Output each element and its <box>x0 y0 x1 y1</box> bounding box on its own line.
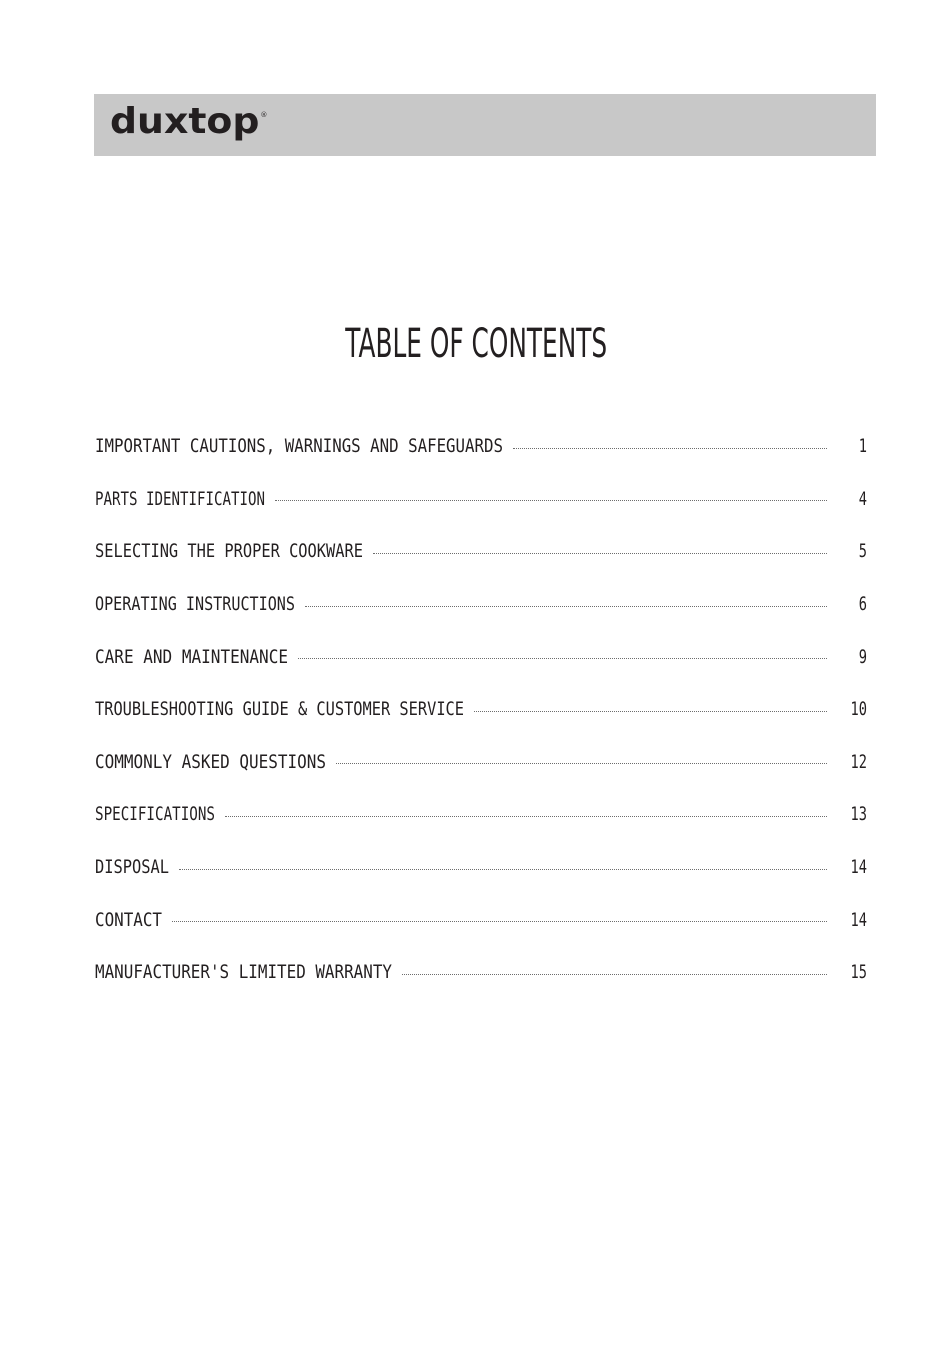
toc-leader-dots <box>336 763 827 764</box>
toc-entry-label: DISPOSAL <box>95 856 169 879</box>
toc-entry-page: 13 <box>850 803 867 826</box>
page-title <box>0 318 952 370</box>
toc-entry-label: SPECIFICATIONS <box>95 803 215 826</box>
toc-leader-dots <box>474 711 827 712</box>
toc-entry-page: 14 <box>850 856 867 879</box>
toc-entry-label: CARE AND MAINTENANCE <box>95 645 288 668</box>
toc-entry[interactable] <box>95 946 867 999</box>
duxtop-logo <box>110 100 267 148</box>
toc-leader-dots <box>298 658 827 659</box>
toc-entry[interactable] <box>95 736 867 789</box>
table-of-contents <box>95 420 867 999</box>
toc-entry[interactable] <box>95 841 867 894</box>
toc-entry[interactable] <box>95 788 867 841</box>
toc-entry-page: 10 <box>850 698 867 721</box>
logo-wordmark: duxtop <box>110 101 260 142</box>
toc-entry-label: MANUFACTURER'S LIMITED WARRANTY <box>95 961 392 984</box>
header-bar <box>94 94 876 156</box>
toc-leader-dots <box>179 869 827 870</box>
toc-entry-label: TROUBLESHOOTING GUIDE & CUSTOMER SERVICE <box>95 698 464 721</box>
toc-entry[interactable] <box>95 525 867 578</box>
toc-entry-label: PARTS IDENTIFICATION <box>95 487 265 510</box>
toc-leader-dots <box>513 448 827 449</box>
toc-entry-page: 12 <box>850 750 867 773</box>
toc-entry-page: 15 <box>850 961 867 984</box>
toc-leader-dots <box>225 816 827 817</box>
toc-entry-page: 14 <box>850 908 867 931</box>
page-title-text: TABLE OF CONTENTS <box>345 321 607 367</box>
toc-entry-label: CONTACT <box>95 908 162 931</box>
toc-entry[interactable] <box>95 893 867 946</box>
toc-entry-label: OPERATING INSTRUCTIONS <box>95 593 295 616</box>
toc-entry-label: SELECTING THE PROPER COOKWARE <box>95 540 363 563</box>
toc-entry-label: IMPORTANT CAUTIONS, WARNINGS AND SAFEGUARDS <box>95 435 503 458</box>
toc-entry-page: 6 <box>858 593 867 616</box>
toc-leader-dots <box>373 553 827 554</box>
toc-entry[interactable] <box>95 578 867 631</box>
toc-entry[interactable] <box>95 420 867 473</box>
toc-entry-page: 9 <box>858 645 867 668</box>
toc-leader-dots <box>402 974 827 975</box>
toc-entry-label: COMMONLY ASKED QUESTIONS <box>95 750 326 773</box>
toc-entry-page: 4 <box>858 487 867 510</box>
toc-entry[interactable] <box>95 683 867 736</box>
toc-entry[interactable] <box>95 473 867 526</box>
toc-leader-dots <box>305 606 827 607</box>
registered-trademark-mark: ® <box>260 111 268 119</box>
toc-entry-page: 5 <box>858 540 867 563</box>
toc-entry[interactable] <box>95 630 867 683</box>
toc-leader-dots <box>275 500 827 501</box>
toc-leader-dots <box>172 921 827 922</box>
toc-entry-page: 1 <box>858 435 867 458</box>
